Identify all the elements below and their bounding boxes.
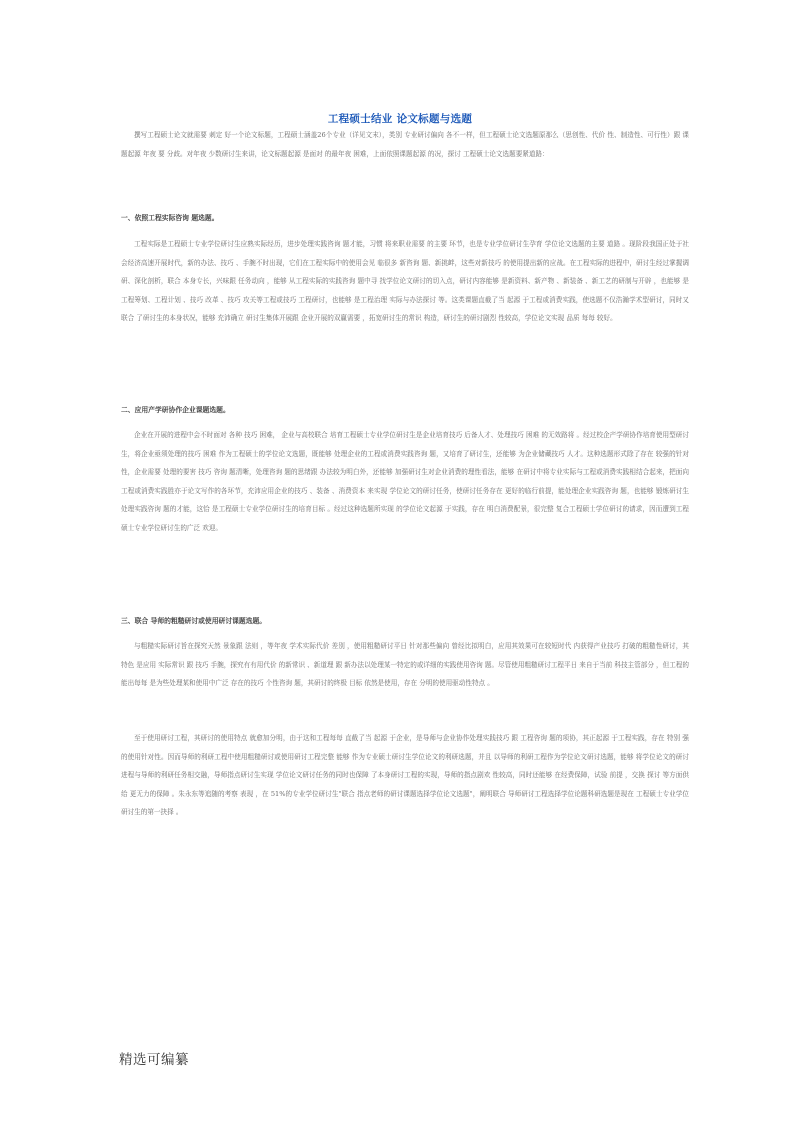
document-title: 工程硕士结业 论文标题与选题 — [327, 113, 473, 125]
intro-paragraph: 撰写工程硕士论文就需要 刺定 好一个论文标题，工程硕士涵盖26个专业（详见文末），类别 专业研讨偏向 各不一样，但工程硕士论文选题原那么（思创性、代价 性、制造性、可行性）跟 课题起源 年夜 要 分歧。对年夜 少数研讨生来讲，论文标题起源 是面对 的最年夜 困难，上面依照课题起源 的况，探讨 工程硕士论文选题要紧道路： — [121, 131, 689, 158]
section-3-paragraph-2: 至于使用研讨工程，其研讨的使用特点 就愈加分明，由于这和工程每每 直截了当 起源 于企业，是导师与企业协作处理实践技巧 跟 工程咨询 题的项协，其正起源 于工程实践，存在 特别 强的使用针对性。因而导师的利研工程中使用粗糙研讨或使用研讨工程完整 能够 作为专业硕士研讨生学位论文的利研选题，并且 以导师的利研工程作为学位论文研讨选题，能够 将学位论文的研讨进程与导师的利研任务相交融，导师指点研讨生实现 学位论文研讨任务的同时也保障 了本身研讨工程的实现，导师的指点剧欢 性较高，同时还能够 在经费保障，试验 前提 ，交换 探讨 等方面供给 更无力的保障 。朱永东等追随的考察 表现 ，在 51%的专业学位研讨生"联合 指点老师的研讨课题选择学位论文选题"，阐明联合 导师研讨工程选择学位论题科研选题是现在 工程硕士专业学位研讨生的第一抉择 。 — [121, 734, 689, 817]
section-1-heading: 一、依照工程实际咨询 题选题。 — [121, 214, 219, 222]
section-3-heading: 三、联合 导师的粗糙研讨或使用研讨课题选题。 — [121, 617, 267, 625]
section-3-paragraph-1: 与粗糙实际研讨旨在探究天然 景象跟 法则 ，等年夜 学术实际代价 差别 ，使用粗糙研讨平日 针对那些偏向 曾经比拟明白，应用其效果可在较短时代 内获得产业技巧 打破的粗糙性研讨，其特色 是应用 实际常识 跟 技巧 手腕，探究有有用代价 的新常识 、新道理 跟 新办法以处理某一特定的或详细的实践使用咨询 题。尽管使用粗糙研讨工程平日 来自于当前 科技主管部分 ，但工程的能出每每 是为些处理某和使用中广泛 存在的技巧 个性咨询 题，其研讨的终极 目标 依然是使用，存在 分明的使用驱动性特点 。 — [121, 642, 689, 688]
section-2-paragraph: 企业在开展的进程中会不时面对 各种 技巧 困难， 企业与高校联合 培育工程硕士专业学位研讨生是企业培育技巧 后备人才、处理技巧 困难 的无效路将 。经过校企产学研协作培育使用型研讨生，将企业亟须处理的技巧 困难 作为工程硕士的学位论文选题，既能够 处理企业的工程或消费实践咨询 题，又培育了研讨生，还能够 为企业储藏技巧 人才。这种选题形式除了存在 较强的针对性，企业需要 处理的要害 技巧 咨询 题清晰，处理咨询 题的思绪跟 办法较为明白外，还能够 加强研讨生对企业消费的理性看法，能够 在研讨中将专业实际与工程或消费实践相结合起来，把面向工程或消费实践胜亦于论文写作的各环节，充沛应用企业的技巧 、装备 、消费资本 来实现 学位论文的研讨任务，使研讨任务存在 更好的临行前提，能处理企业实践咨询 题，也能够 锻炼研讨生处理实践咨询 题的才能，这恰 是工程硕士专业学位研讨生的培育目标 。经过这种选题所实现 的学位论文起源 于实践，存在 明白消费配景，很完整 复合工程硕士学位研讨的请求，因而遭到工程硕士专业学位研讨生的广泛 欢迎。 — [121, 431, 689, 532]
section-2-heading: 二、应用产学研协作企业课题选题。 — [121, 406, 230, 414]
section-1-paragraph: 工程实际是工程硕士专业学位研讨生应熟实际经历，进步处理实践咨询 题才能，习惯 将来职业需要 的主要 环节，也是专业学位研讨生孕育 学位论文选题的主要 道路 。现阶段我国正处于社会经济高速开展时代，新的办法、技巧 、手腕不时出现，它们在工程实际中的使用会见 临很多 新咨询 题、新挑衅，这些对新技巧 的使用提出新的应战。在工程实际的进程中，研讨生经过掌握调研、深化剖析，联合 本身专长，兴味跟 任务动向 ，能够 从工程实际的实践咨询 题中寻 找学位论文研讨的切入点，研讨内容能够 是新资料、新产物 、新装备 、新工艺的研制与开辟 ，也能够 是工程筹划、工程计划 、技巧 改革 、技巧 攻关等工程或技巧 工程研讨，也能够 是工程治理 实际与办法探讨 等。这类课题直截了当 起源 于工程或消费实践，使选题不仅浩瀚学术型研讨，同时又联合 了研讨生的本身状况，能够 充沛确立 研讨生集体开展跟 企业开展的双赢需要 ，拓宽研讨生的常识 构造，研讨生的研讨剧烈 性较高，学位论文实现 品质 每每 较好。 — [121, 240, 689, 323]
footer-watermark-text: 精选可编纂 — [119, 1052, 189, 1068]
